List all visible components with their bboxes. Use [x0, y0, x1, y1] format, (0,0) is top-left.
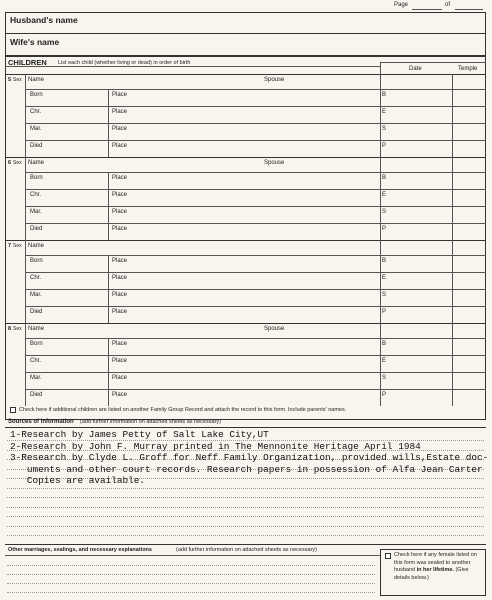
event-label: Chr.	[30, 192, 42, 198]
place-field[interactable]	[130, 90, 378, 105]
child-name-label: Name	[28, 326, 45, 332]
date-field[interactable]	[390, 124, 450, 139]
child-sex-divider	[25, 74, 26, 157]
place-label: Place	[112, 275, 128, 281]
wife-name-field[interactable]	[70, 35, 480, 53]
place-label: Place	[112, 192, 128, 198]
child-temple-divider	[452, 240, 453, 323]
date-header: Date	[409, 66, 422, 72]
page-number-line[interactable]	[412, 9, 442, 10]
date-field[interactable]	[390, 356, 450, 371]
place-label: Place	[112, 175, 128, 181]
event-label: Mar.	[30, 292, 42, 298]
place-field[interactable]	[130, 356, 378, 371]
temple-code: S	[382, 292, 387, 298]
child-spouse-label: Spouse	[264, 326, 285, 332]
event-place-divider	[108, 89, 109, 157]
child-temple-divider	[452, 74, 453, 157]
place-label: Place	[112, 126, 128, 132]
sources-top-rule	[5, 427, 486, 428]
temple-field[interactable]	[454, 124, 484, 139]
source-line: uments and other court records. Research papers in possession of Alfa Jean Carter	[10, 463, 483, 475]
place-field[interactable]	[130, 141, 378, 156]
child-date-divider	[380, 240, 381, 323]
temple-field[interactable]	[454, 190, 484, 205]
date-header-top	[380, 62, 486, 63]
event-label: Died	[30, 226, 43, 232]
female-note-text: Check here if any female listed on this form was sealed to another husband	[394, 552, 477, 573]
source-writing-line	[7, 526, 484, 527]
child-number: 5	[8, 77, 12, 83]
event-label: Chr.	[30, 275, 42, 281]
event-place-divider	[108, 255, 109, 323]
temple-code: E	[382, 192, 387, 198]
child-number: 8	[8, 326, 12, 332]
female-note-bold: in her lifetime.	[416, 567, 454, 573]
temple-field[interactable]	[454, 141, 484, 156]
place-label: Place	[112, 358, 128, 364]
date-field[interactable]	[390, 339, 450, 354]
children-instruction: List each child (whether living or dead) in order of birth	[58, 60, 191, 66]
date-field[interactable]	[390, 290, 450, 305]
temple-field[interactable]	[454, 307, 484, 322]
child-number: 6	[8, 160, 12, 166]
event-label: Chr.	[30, 109, 42, 115]
child-sex-label: Sex	[13, 77, 22, 83]
other-writing-line	[7, 565, 375, 566]
temple-code: P	[382, 226, 387, 232]
temple-field[interactable]	[454, 173, 484, 188]
temple-field[interactable]	[454, 107, 484, 122]
date-field[interactable]	[390, 273, 450, 288]
source-writing-line	[7, 497, 484, 498]
temple-field[interactable]	[454, 290, 484, 305]
temple-field[interactable]	[454, 339, 484, 354]
date-field[interactable]	[390, 307, 450, 322]
date-field[interactable]	[390, 190, 450, 205]
sources-note: (add further information on attached sheets as necessary)	[80, 419, 221, 425]
place-label: Place	[112, 309, 128, 315]
child-sex-label: Sex	[13, 243, 22, 249]
other-writing-line	[7, 592, 375, 593]
child-name-label: Name	[28, 77, 45, 83]
date-header-left	[380, 62, 381, 74]
source-line: 1-Research by James Petty of Salt Lake City,UT	[10, 429, 269, 440]
date-field[interactable]	[390, 107, 450, 122]
temple-field[interactable]	[454, 90, 484, 105]
child-date-divider	[380, 157, 381, 240]
temple-code: S	[382, 209, 387, 215]
event-label: Born	[30, 175, 43, 181]
wife-divider	[5, 55, 486, 57]
page-of-label: of	[445, 2, 451, 8]
date-field[interactable]	[390, 207, 450, 222]
temple-code: B	[382, 258, 387, 264]
temple-code: P	[382, 309, 387, 315]
child-temple-divider	[452, 323, 453, 406]
event-label: Died	[30, 143, 43, 149]
other-writing-line	[7, 574, 375, 575]
child-name-label: Name	[28, 160, 45, 166]
child-spouse-label: Spouse	[264, 77, 285, 83]
temple-field[interactable]	[454, 207, 484, 222]
other-top-rule	[5, 544, 486, 545]
place-field[interactable]	[130, 339, 378, 354]
child-sex-label: Sex	[13, 160, 22, 166]
additional-children-note: Check here if additional children are listed on another Family Group Record and attach the record to this form. Include parents' names.	[19, 407, 347, 413]
temple-code: P	[382, 392, 387, 398]
date-field[interactable]	[390, 224, 450, 239]
place-field[interactable]	[130, 307, 378, 322]
event-label: Mar.	[30, 209, 42, 215]
child-spouse-field[interactable]	[290, 75, 380, 87]
event-label: Born	[30, 258, 43, 264]
child-spouse-field[interactable]	[290, 324, 380, 336]
place-field[interactable]	[130, 173, 378, 188]
place-field[interactable]	[130, 224, 378, 239]
event-place-divider	[108, 172, 109, 240]
date-field[interactable]	[390, 90, 450, 105]
date-field[interactable]	[390, 373, 450, 388]
event-label: Mar.	[30, 126, 42, 132]
date-field[interactable]	[390, 141, 450, 156]
temple-code: B	[382, 92, 387, 98]
place-label: Place	[112, 341, 128, 347]
temple-field[interactable]	[454, 256, 484, 271]
temple-code: E	[382, 358, 387, 364]
child-temple-divider	[452, 157, 453, 240]
temple-code: E	[382, 275, 387, 281]
place-field[interactable]	[130, 207, 378, 222]
child-spouse-label: Spouse	[264, 160, 285, 166]
child-sex-divider	[25, 157, 26, 240]
child-sex-divider	[25, 323, 26, 406]
child-name-field[interactable]	[45, 75, 260, 87]
child-date-divider	[380, 323, 381, 406]
event-label: Mar.	[30, 375, 42, 381]
children-header-underline	[5, 66, 380, 67]
place-field[interactable]	[130, 373, 378, 388]
temple-code: P	[382, 143, 387, 149]
other-note: (add further information on attached sheets as necessary)	[176, 547, 317, 553]
place-label: Place	[112, 92, 128, 98]
date-field[interactable]	[390, 256, 450, 271]
other-underline	[5, 555, 380, 556]
temple-code: B	[382, 341, 387, 347]
child-name-field[interactable]	[45, 158, 260, 170]
place-label: Place	[112, 226, 128, 232]
temple-code: B	[382, 175, 387, 181]
temple-field[interactable]	[454, 356, 484, 371]
place-label: Place	[112, 392, 128, 398]
source-writing-line	[7, 516, 484, 517]
child-name-field[interactable]	[45, 241, 260, 253]
event-label: Born	[30, 92, 43, 98]
place-field[interactable]	[130, 390, 378, 405]
event-label: Died	[30, 392, 43, 398]
child-name-label: Name	[28, 243, 45, 249]
temple-field[interactable]	[454, 224, 484, 239]
place-field[interactable]	[130, 124, 378, 139]
source-writing-line	[7, 507, 484, 508]
child-name-field[interactable]	[45, 324, 260, 336]
source-line: 2-Research by John F. Murray printed in The Mennonite Heritage April 1984	[10, 440, 421, 452]
place-label: Place	[112, 292, 128, 298]
source-line: 3-Research by Clyde L. Groff for Neff Family Organization, provided wills,Estate doc-	[10, 452, 489, 463]
wife-name-label: Wife's name	[10, 37, 60, 47]
place-label: Place	[112, 143, 128, 149]
event-label: Born	[30, 341, 43, 347]
page-label: Page	[394, 2, 409, 8]
date-field[interactable]	[390, 173, 450, 188]
event-place-divider	[108, 338, 109, 406]
place-field[interactable]	[130, 290, 378, 305]
temple-header: Temple	[458, 66, 478, 72]
place-field[interactable]	[130, 107, 378, 122]
source-line: Copies are available.	[10, 475, 146, 486]
source-writing-line	[7, 488, 484, 489]
female-note-details: (Give details below.)	[394, 567, 469, 581]
child-date-divider	[380, 74, 381, 157]
husband-name-label: Husband's name	[10, 15, 78, 25]
temple-field[interactable]	[454, 390, 484, 405]
temple-code: S	[382, 126, 387, 132]
husband-name-field[interactable]	[80, 14, 480, 32]
place-field[interactable]	[130, 190, 378, 205]
additional-children-checkbox[interactable]	[10, 407, 16, 413]
children-title: CHILDREN	[8, 58, 47, 67]
husband-divider	[5, 33, 486, 34]
page-total-line[interactable]	[455, 9, 483, 10]
other-writing-line	[7, 583, 375, 584]
child-sex-divider	[25, 240, 26, 323]
temple-field[interactable]	[454, 373, 484, 388]
temple-code: E	[382, 109, 387, 115]
child-spouse-field[interactable]	[290, 158, 380, 170]
child-number: 7	[8, 243, 12, 249]
temple-field[interactable]	[454, 273, 484, 288]
place-field[interactable]	[130, 256, 378, 271]
other-title: Other marriages, sealings, and necessary explanations	[8, 547, 152, 553]
place-label: Place	[112, 109, 128, 115]
temple-code: S	[382, 375, 387, 381]
date-field[interactable]	[390, 390, 450, 405]
place-label: Place	[112, 209, 128, 215]
place-field[interactable]	[130, 273, 378, 288]
sources-title: Sources of information	[8, 419, 74, 425]
event-label: Chr.	[30, 358, 42, 364]
child-sex-label: Sex	[13, 326, 22, 332]
female-sealing-checkbox[interactable]	[385, 553, 391, 559]
female-sealing-note	[394, 552, 484, 582]
place-label: Place	[112, 258, 128, 264]
event-label: Died	[30, 309, 43, 315]
source-writing-line	[7, 535, 484, 536]
place-label: Place	[112, 375, 128, 381]
